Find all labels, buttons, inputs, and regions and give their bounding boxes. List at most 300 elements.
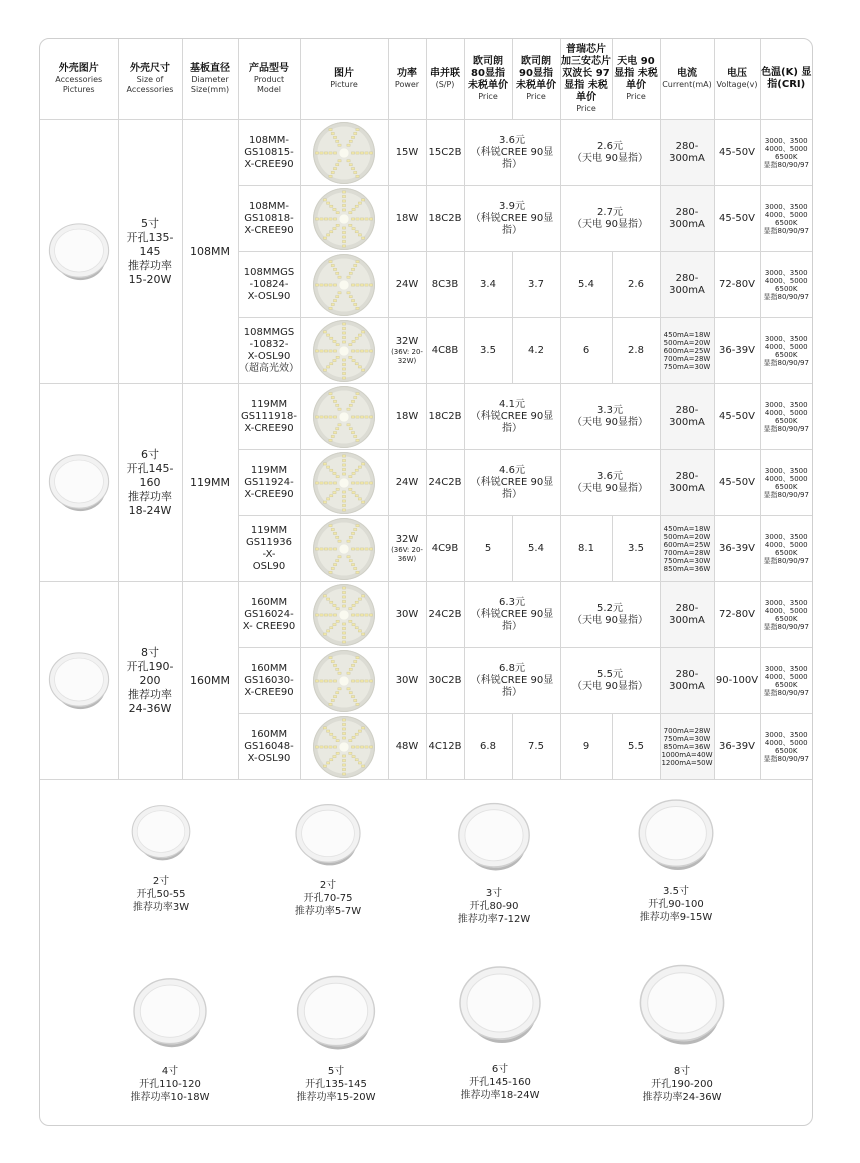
header-zh: 外壳尺寸: [130, 63, 170, 74]
table-row: [40, 384, 812, 450]
led-chip: [329, 307, 332, 309]
cct-cell: [760, 516, 812, 582]
text-line: 推荐功率10-18W: [130, 1092, 210, 1103]
accessory-picture: [42, 633, 116, 729]
led-chip: [320, 613, 323, 615]
led-chip: [315, 415, 318, 417]
power-cell: [388, 714, 426, 780]
led-chip: [342, 718, 345, 720]
power-note: (36V: 20-32W): [391, 347, 423, 365]
led-chip: [333, 359, 336, 361]
led-chip: [324, 679, 327, 681]
led-chip: [347, 423, 350, 425]
accessory-picture: [42, 204, 116, 300]
text-line: 600mA=25W: [663, 346, 711, 355]
led-chip: [326, 497, 329, 499]
led-chip: [342, 499, 345, 501]
header-zh: 图片: [334, 68, 354, 79]
led-chip: [358, 729, 361, 731]
led-chip: [360, 613, 363, 615]
current-cell: [660, 318, 714, 384]
gallery-caption: [105, 1065, 235, 1104]
text-line: 推荐功率18-24W: [460, 1090, 540, 1101]
power-value: 30W: [395, 608, 419, 620]
led-chip: [356, 703, 359, 705]
led-board-image: [313, 518, 375, 580]
text-line: 5寸: [141, 216, 159, 230]
led-chip: [356, 481, 359, 483]
text-line: 280-300mA: [669, 206, 705, 230]
text-line: 3000、3500: [764, 400, 808, 409]
led-chip: [333, 664, 336, 666]
downlight-image: [125, 961, 215, 1065]
board-picture-cell: [300, 450, 388, 516]
led-chip: [342, 604, 345, 606]
led-chip: [336, 343, 339, 345]
led-board-image: [313, 452, 375, 514]
text-line: 6500K: [775, 746, 798, 755]
led-chip: [349, 404, 352, 406]
text-line: 开孔190-200: [126, 659, 174, 687]
price-cell: 9: [560, 714, 612, 780]
header-en: Pictures: [62, 85, 95, 94]
power-value: 30W: [395, 674, 419, 686]
text-line: 3.6元: [597, 470, 623, 482]
led-chip: [347, 672, 350, 674]
text-line: 6寸: [141, 447, 159, 461]
led-chip: [356, 745, 359, 747]
led-chip: [342, 363, 345, 365]
led-chip: [358, 597, 361, 599]
led-chip: [351, 695, 354, 697]
table-row: [40, 120, 812, 186]
led-chip: [338, 159, 341, 161]
led-chip: [326, 333, 329, 335]
led-chip: [324, 415, 327, 417]
led-chip: [360, 349, 363, 351]
led-chip: [349, 739, 352, 741]
text-line: X- CREE90: [242, 620, 296, 632]
text-line: 108MMGS: [243, 326, 295, 338]
text-line: X-OSL90: [247, 350, 291, 362]
led-chip: [342, 463, 345, 465]
text-line: 3.9元: [499, 200, 525, 212]
header-zh: 产品型号: [249, 63, 289, 74]
text-line: 280-300mA: [669, 404, 705, 428]
power-value: 32W: [395, 335, 419, 347]
led-chip: [342, 226, 345, 228]
led-chip: [356, 260, 359, 262]
led-chip: [365, 415, 368, 417]
led-chip: [351, 563, 354, 565]
led-chip: [365, 217, 368, 219]
led-chip: [360, 745, 363, 747]
gallery-caption: [268, 879, 388, 918]
downlight-image: [450, 947, 550, 1063]
led-chip: [369, 481, 372, 483]
text-line: 4000、5000: [764, 474, 808, 483]
text-line: （科锐CREE 90显指）: [470, 146, 554, 170]
led-board-image: [313, 716, 375, 778]
led-chip: [329, 349, 332, 351]
led-chip: [349, 559, 352, 561]
column-header: [714, 39, 760, 120]
price-merged-cell: [464, 582, 560, 648]
header-en: Model: [256, 85, 282, 94]
text-line: 推荐功率: [128, 489, 172, 503]
led-chip: [351, 151, 354, 153]
led-chip: [330, 337, 333, 339]
led-chip: [347, 408, 350, 410]
text-line: 4000、5000: [764, 540, 808, 549]
led-chip: [351, 136, 354, 138]
power-cell: [388, 384, 426, 450]
text-line: 3.3元: [597, 404, 623, 416]
column-header: [660, 39, 714, 120]
led-chip: [349, 536, 352, 538]
led-chip: [330, 362, 333, 364]
price-merged-cell: [464, 450, 560, 516]
power-value: 48W: [395, 740, 419, 752]
current-cell: [660, 384, 714, 450]
led-chip: [342, 327, 345, 329]
text-line: 160MM: [250, 596, 288, 608]
led-chip: [354, 699, 357, 701]
led-chip: [352, 736, 355, 738]
led-chip: [355, 469, 358, 471]
led-chip: [352, 227, 355, 229]
led-chip: [347, 291, 350, 293]
gallery-item: [610, 945, 754, 1104]
price-merged-cell: [464, 186, 560, 252]
gallery-item: [105, 961, 235, 1104]
led-chip: [330, 601, 333, 603]
led-chip: [351, 415, 354, 417]
led-chip: [336, 488, 339, 490]
text-line: 700mA=28W: [663, 726, 711, 735]
power-value: 24W: [395, 476, 419, 488]
led-chip: [356, 283, 359, 285]
voltage-cell: 36-39V: [714, 318, 760, 384]
text-line: 4000、5000: [764, 342, 808, 351]
led-chip: [329, 260, 332, 262]
led-chip: [360, 217, 363, 219]
led-chip: [360, 415, 363, 417]
text-line: 4.6元: [499, 464, 525, 476]
led-chip: [369, 151, 372, 153]
led-chip: [355, 337, 358, 339]
model-cell: [238, 450, 300, 516]
led-chip: [351, 217, 354, 219]
text-line: 1000mA=40W: [661, 750, 713, 759]
text-line: 2.7元: [597, 206, 623, 218]
led-chip: [338, 276, 341, 278]
led-chip: [347, 159, 350, 161]
text-line: （天电 90显指）: [572, 680, 648, 692]
led-chip: [336, 211, 339, 213]
cct-cell: [760, 384, 812, 450]
column-header: [388, 39, 426, 120]
cct-cell: [760, 714, 812, 780]
price-merged-cell: [560, 582, 660, 648]
text-line: 推荐功率15-20W: [296, 1092, 376, 1103]
led-chip: [360, 283, 363, 285]
text-line: 160MM: [250, 728, 288, 740]
column-header: [426, 39, 464, 120]
header-en: (S/P): [435, 80, 455, 89]
led-chip: [329, 151, 332, 153]
led-chip: [361, 236, 364, 238]
cct-cell: [760, 186, 812, 252]
led-chip: [331, 396, 334, 398]
led-chip: [320, 745, 323, 747]
cct-cell: [760, 648, 812, 714]
led-chip: [331, 660, 334, 662]
led-chip: [349, 295, 352, 297]
led-chip: [342, 490, 345, 492]
led-chip: [347, 687, 350, 689]
text-line: -10832-: [249, 338, 289, 350]
led-chip: [333, 208, 336, 210]
header-zh: 色温(K) 显指(CRI): [761, 67, 812, 90]
led-chip: [336, 739, 339, 741]
text-line: 160MM: [250, 662, 288, 674]
led-chip: [342, 358, 345, 360]
led-chip: [326, 761, 329, 763]
led-chip: [324, 283, 327, 285]
led-chip: [349, 488, 352, 490]
current-cell: [660, 252, 714, 318]
board-picture-cell: [300, 384, 388, 450]
header-en: Price: [626, 92, 646, 101]
current-cell: [660, 648, 714, 714]
power-value: 15W: [395, 146, 419, 158]
led-chip: [351, 349, 354, 351]
sp-cell: 4C8B: [426, 318, 464, 384]
board-picture-cell: [300, 186, 388, 252]
led-chip: [365, 613, 368, 615]
sp-cell: 4C12B: [426, 714, 464, 780]
text-line: 280-300mA: [669, 272, 705, 296]
text-line: 6.8元: [499, 662, 525, 674]
led-chip: [315, 745, 318, 747]
text-line: 3000、3500: [764, 532, 808, 541]
led-chip: [342, 244, 345, 246]
led-chip: [342, 336, 345, 338]
column-header: [300, 39, 388, 120]
text-line: 6500K: [775, 482, 798, 491]
text-line: 推荐功率7-12W: [457, 914, 531, 925]
sp-cell: 24C2B: [426, 450, 464, 516]
header-en: Size of: [136, 75, 164, 84]
text-line: 6500K: [775, 218, 798, 227]
led-chip: [338, 423, 341, 425]
header-en: Diameter: [191, 75, 229, 84]
led-chip: [351, 532, 354, 534]
downlight-image: [450, 787, 538, 887]
led-chip: [329, 703, 332, 705]
led-chip: [342, 508, 345, 510]
led-chip: [342, 195, 345, 197]
led-chip: [352, 208, 355, 210]
led-chip: [349, 668, 352, 670]
price-merged-cell: [560, 186, 660, 252]
text-line: X-CREE90: [244, 158, 294, 170]
voltage-cell: 45-50V: [714, 384, 760, 450]
header-en: Size(mm): [190, 85, 230, 94]
led-chip: [329, 392, 332, 394]
text-line: 3000、3500: [764, 466, 808, 475]
downlight-image: [288, 791, 368, 879]
led-chip: [320, 151, 323, 153]
sp-cell: 15C2B: [426, 120, 464, 186]
led-chip: [354, 567, 357, 569]
led-chip: [333, 283, 336, 285]
led-chip: [365, 283, 368, 285]
led-chip: [320, 349, 323, 351]
gallery-caption: [610, 1065, 754, 1104]
led-chip: [354, 396, 357, 398]
led-chip: [351, 664, 354, 666]
accessory-picture: [42, 435, 116, 531]
text-line: 显指80/90/97: [763, 424, 809, 433]
led-chip: [358, 333, 361, 335]
text-line: -X-: [262, 548, 276, 560]
led-chip: [352, 755, 355, 757]
price-cell: 6: [560, 318, 612, 384]
text-line: 显指80/90/97: [763, 688, 809, 697]
led-chip: [349, 427, 352, 429]
text-line: 2.6元: [597, 140, 623, 152]
led-chip: [354, 171, 357, 173]
led-chip: [352, 604, 355, 606]
power-cell: [388, 120, 426, 186]
text-line: GS16048-: [244, 740, 294, 752]
text-line: 5.2元: [597, 602, 623, 614]
led-chip: [347, 144, 350, 146]
led-chip: [330, 733, 333, 735]
text-line: GS16030-: [244, 674, 294, 686]
led-chip: [342, 622, 345, 624]
text-line: （天电 90显指）: [572, 152, 648, 164]
led-chip: [352, 491, 355, 493]
spec-table: [40, 39, 812, 780]
led-chip: [365, 679, 368, 681]
text-line: 开孔90-100: [648, 899, 704, 910]
led-chip: [352, 623, 355, 625]
downlight-image: [288, 961, 384, 1065]
gallery-item: [430, 947, 570, 1102]
column-header: [560, 39, 612, 120]
led-chip: [361, 764, 364, 766]
power-cell: [388, 186, 426, 252]
text-line: 4000、5000: [764, 738, 808, 747]
led-chip: [331, 699, 334, 701]
led-chip: [333, 431, 336, 433]
led-chip: [320, 679, 323, 681]
led-chip: [342, 631, 345, 633]
text-line: 280-300mA: [669, 470, 705, 494]
led-chip: [355, 758, 358, 760]
led-chip: [356, 439, 359, 441]
text-line: 4000、5000: [764, 408, 808, 417]
voltage-cell: 36-39V: [714, 516, 760, 582]
led-chip: [349, 343, 352, 345]
led-chip: [326, 465, 329, 467]
led-chip: [338, 144, 341, 146]
text-line: 450mA=18W: [663, 524, 711, 533]
led-chip: [342, 454, 345, 456]
text-line: 500mA=20W: [663, 532, 711, 541]
price-cell: 5.4: [512, 516, 560, 582]
led-chip: [331, 264, 334, 266]
led-chip: [365, 547, 368, 549]
sp-cell: 18C2B: [426, 384, 464, 450]
led-chip: [342, 754, 345, 756]
price-cell: 5.5: [612, 714, 660, 780]
led-chip: [333, 151, 336, 153]
led-chip: [336, 536, 339, 538]
led-chip: [356, 571, 359, 573]
text-line: 700mA=28W: [663, 354, 711, 363]
accessory-size-cell: [118, 582, 182, 780]
led-chip: [356, 175, 359, 177]
led-chip: [356, 392, 359, 394]
accessory-picture-cell: [40, 384, 118, 582]
cct-cell: [760, 252, 812, 318]
led-chip: [342, 367, 345, 369]
led-chip: [342, 204, 345, 206]
power-value: 24W: [395, 278, 419, 290]
led-chip: [369, 415, 372, 417]
text-line: 280-300mA: [669, 140, 705, 164]
column-header: [238, 39, 300, 120]
led-chip: [315, 349, 318, 351]
led-chip: [338, 291, 341, 293]
led-chip: [336, 668, 339, 670]
sp-cell: 8C3B: [426, 252, 464, 318]
led-chip: [333, 136, 336, 138]
led-chip: [324, 151, 327, 153]
led-chip: [336, 295, 339, 297]
led-chip: [369, 283, 372, 285]
text-line: 6500K: [775, 680, 798, 689]
led-chip: [331, 528, 334, 530]
model-cell: [238, 186, 300, 252]
led-chip: [333, 491, 336, 493]
led-chip: [331, 567, 334, 569]
led-chip: [323, 764, 326, 766]
led-chip: [333, 623, 336, 625]
power-cell: [388, 318, 426, 384]
column-header: [760, 39, 812, 120]
led-chip: [333, 532, 336, 534]
header-row: [40, 39, 812, 120]
text-line: 显指80/90/97: [763, 754, 809, 763]
text-line: 推荐功率3W: [132, 902, 190, 913]
led-chip: [342, 235, 345, 237]
text-line: 3000、3500: [764, 136, 808, 145]
header-en: Picture: [330, 80, 358, 89]
text-line: 4寸: [161, 1066, 179, 1077]
led-chip: [356, 524, 359, 526]
led-chip: [330, 469, 333, 471]
cct-cell: [760, 582, 812, 648]
text-line: GS111918-: [241, 410, 297, 422]
price-merged-cell: [464, 384, 560, 450]
led-chip: [329, 415, 332, 417]
header-en: Product: [253, 75, 285, 84]
